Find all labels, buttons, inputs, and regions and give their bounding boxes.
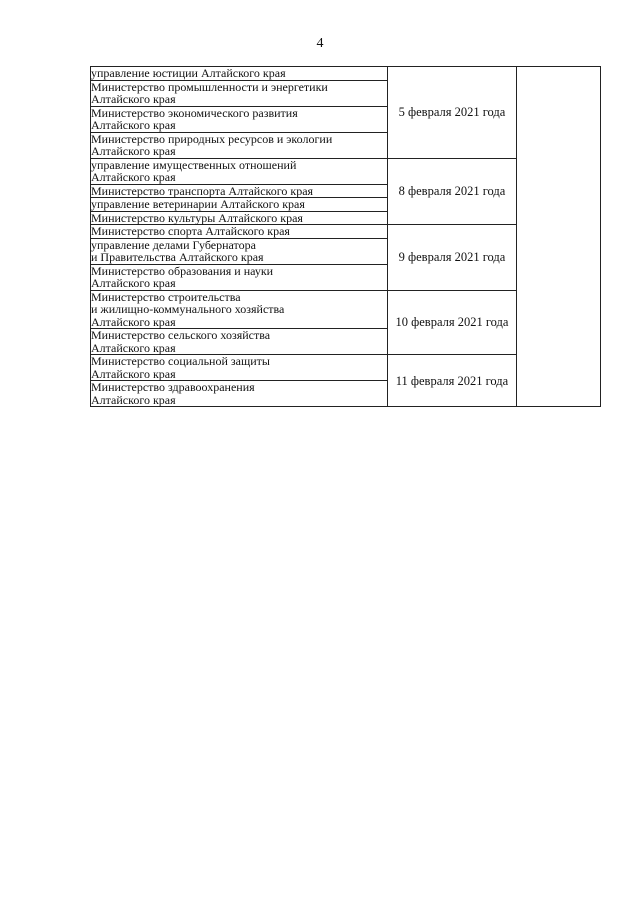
- organization-name-line: Алтайского края: [91, 366, 176, 381]
- organization-name-line: Министерство транспорта Алтайского края: [91, 183, 314, 198]
- organization-name-line: и жилищно-коммунального хозяйства: [91, 302, 285, 316]
- organization-name-line: Алтайского края: [91, 276, 176, 290]
- date-cell: 5 февраля 2021 года: [388, 67, 517, 159]
- table-row: [91, 67, 601, 81]
- organization-name-line: Министерство здравоохранения: [91, 380, 255, 394]
- schedule-table: [90, 66, 601, 407]
- organization-name-line: Министерство образования и науки: [91, 263, 274, 278]
- organization-name-line: Министерство экономического развития: [91, 105, 298, 120]
- organization-name-line: управление юстиции Алтайского края: [91, 66, 286, 80]
- organization-name-line: Министерство сельского хозяйства: [91, 328, 271, 342]
- organization-cell: [91, 264, 388, 290]
- page-number: 4: [316, 36, 324, 51]
- empty-column-cell: [517, 67, 601, 407]
- organization-name-line: Алтайского края: [91, 170, 176, 184]
- organization-name-line: Алтайского края: [91, 340, 176, 355]
- organization-cell: [91, 158, 388, 184]
- organization-cell: [91, 80, 388, 106]
- organization-cell: [91, 238, 388, 264]
- date-cell: 10 февраля 2021 года: [388, 290, 517, 355]
- organization-cell: [91, 355, 388, 381]
- date-cell: 11 февраля 2021 года: [388, 355, 517, 407]
- organization-cell: [91, 106, 388, 132]
- schedule-table-body: [91, 67, 601, 407]
- organization-name-line: Алтайского края: [91, 92, 176, 106]
- organization-name-line: управление делами Губернатора: [91, 237, 256, 252]
- organization-name-line: Алтайского края: [91, 314, 176, 329]
- date-cell: 8 февраля 2021 года: [388, 158, 517, 225]
- organization-name-line: Министерство культуры Алтайского края: [91, 210, 303, 225]
- organization-name-line: Алтайского края: [91, 392, 176, 407]
- organization-cell: [91, 198, 388, 212]
- organization-cell: [91, 184, 388, 198]
- organization-name-line: Алтайского края: [91, 118, 176, 132]
- organization-cell: [91, 67, 388, 81]
- organization-name-line: Министерство промышленности и энергетики: [91, 79, 328, 94]
- organization-name-line: Министерство природных ресурсов и экологии: [91, 131, 333, 146]
- organization-name-line: Министерство социальной защиты: [91, 354, 270, 368]
- organization-cell: [91, 381, 388, 407]
- organization-name-line: Алтайского края: [91, 144, 176, 158]
- organization-name-line: управление имущественных отношений: [91, 157, 297, 172]
- organization-name-line: Министерство спорта Алтайского края: [91, 224, 290, 238]
- organization-name-line: и Правительства Алтайского края: [91, 250, 264, 264]
- organization-cell: [91, 225, 388, 239]
- organization-cell: [91, 290, 388, 329]
- date-cell: 9 февраля 2021 года: [388, 225, 517, 291]
- organization-cell: [91, 132, 388, 158]
- organization-cell: [91, 329, 388, 355]
- organization-name-line: Министерство строительства: [91, 289, 241, 304]
- organization-name-line: управление ветеринарии Алтайского края: [91, 197, 305, 211]
- organization-cell: [91, 211, 388, 225]
